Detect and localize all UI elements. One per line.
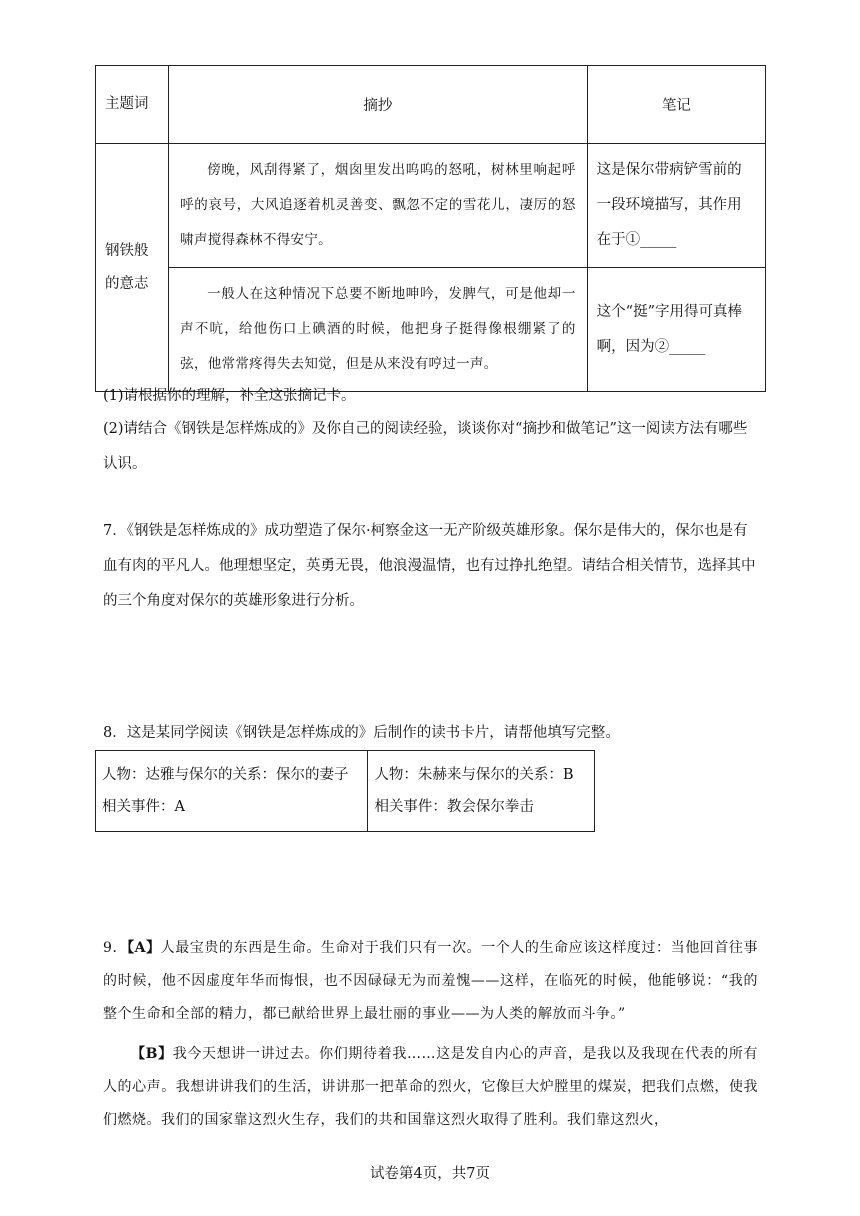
- card-right-line2: 相关事件：教会保尔拳击: [374, 799, 534, 815]
- excerpt-cell: [169, 144, 588, 268]
- reading-card-row: [96, 751, 595, 832]
- header-excerpt: 摘抄: [169, 66, 588, 144]
- excerpt-cell: [169, 268, 588, 392]
- q9-passage-b: [103, 1038, 758, 1137]
- reading-card-left: [96, 751, 368, 832]
- excerpt-text: 傍晚，风刮得紧了，烟囱里发出呜呜的怒吼，树林里响起呼呼的哀号，大风追逐着机灵善变、飘忽不定的雪花儿，凄厉的怒啸声搅得森林不得安宁。: [180, 162, 576, 248]
- header-subject: 主题词: [96, 66, 169, 144]
- q6-sub1: (1)请根据你的理解，补全这张摘记卡。: [103, 388, 356, 404]
- note-text: 这是保尔带病铲雪前的一段环境描写，其作用在于①_____: [596, 162, 742, 248]
- card-left-line2: 相关事件：A: [102, 799, 185, 815]
- q9-passage-a: [103, 932, 758, 1031]
- q6-sub2: (2)请结合《钢铁是怎样炼成的》及你自己的阅读经验，谈谈你对“摘抄和做笔记”这一阅读方法有哪些认识。: [103, 421, 748, 472]
- q9-a-tag: 【A】: [127, 940, 161, 956]
- q8-prompt: 8．这是某同学阅读《钢铁是怎样炼成的》后制作的读书卡片，请帮他填写完整。: [103, 725, 620, 741]
- reading-card-right: [368, 751, 595, 832]
- q7-text: 7．《钢铁是怎样炼成的》成功塑造了保尔·柯察金这一无产阶级英雄形象。保尔是伟大的，保尔也是有血有肉的平凡人。他理想坚定，英勇无畏，他浪漫温情，也有过挣扎绝望。请结合相关情节，选择其中的三个角度对保尔的英雄形象进行分析。: [103, 523, 756, 609]
- q9-b-tag: 【B】: [131, 1046, 173, 1062]
- excerpt-card-header-row: [96, 66, 766, 144]
- card-right-line1: 人物：朱赫来与保尔的关系：B: [374, 767, 574, 783]
- q9-number: 9．: [103, 940, 128, 956]
- header-note: 笔记: [587, 66, 765, 144]
- subject-cell: 钢铁般的意志: [96, 144, 169, 392]
- excerpt-text: 一般人在这种情况下总要不断地呻吟，发脾气，可是他却一声不吭，给他伤口上碘酒的时候，他把身子挺得像根绷紧了的弦，他常常疼得失去知觉，但是从来没有哼过一声。: [180, 286, 576, 372]
- note-cell: [587, 144, 765, 268]
- excerpt-row: [96, 268, 766, 392]
- page-footer: 试卷第4页，共7页: [370, 1166, 490, 1182]
- note-cell: [587, 268, 765, 392]
- q9-a-text: 人最宝贵的东西是生命。生命对于我们只有一次。一个人的生命应该这样度过：当他回首往事的时候，他不因虚度年华而悔恨，也不因碌碌无为而羞愧——这样，在临死的时候，他能够说：“我的整个生命和全部的精力，都已献给世界上最壮丽的事业——为人类的解放而斗争。”: [103, 940, 758, 1022]
- excerpt-row: [96, 144, 766, 268]
- card-left-line1: 人物：达雅与保尔的关系：保尔的妻子: [102, 767, 349, 783]
- excerpt-card-table: [95, 65, 766, 392]
- reading-card-table: [95, 750, 595, 832]
- q9-b-text: 我今天想讲一讲过去。你们期待着我……这是发自内心的声音，是我以及我现在代表的所有人的心声。我想讲讲我们的生活，讲讲那一把革命的烈火，它像巨大炉膛里的煤炭，把我们点燃，使我们燃烧。我们的国家靠这烈火生存，我们的共和国靠这烈火取得了胜利。我们靠这烈火，: [103, 1046, 758, 1128]
- note-text: 这个“挺”字用得可真棒啊，因为②_____: [596, 303, 742, 355]
